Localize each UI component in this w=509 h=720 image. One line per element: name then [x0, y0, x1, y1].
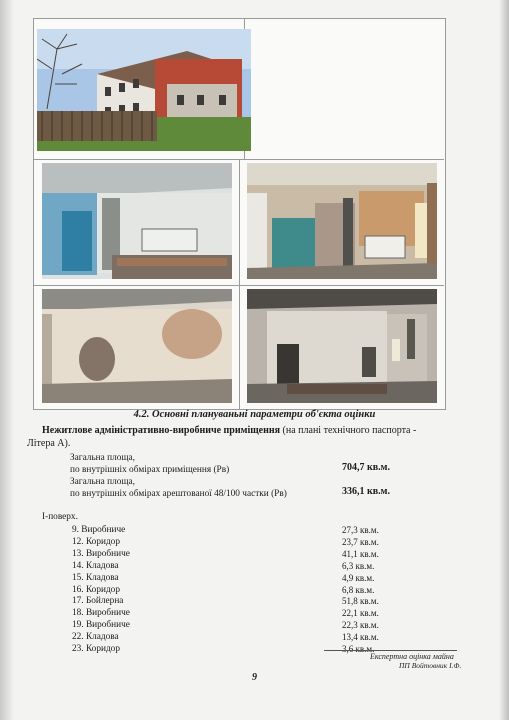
total-area-label: Загальна площа, — [70, 453, 135, 463]
room-area: 41,1 кв.м. — [342, 548, 379, 559]
photo-cell-room-3 — [34, 285, 240, 409]
room-name: 14. Кладова — [72, 560, 119, 571]
photo-cell-empty — [244, 19, 444, 160]
interior-photo-room-2 — [247, 163, 437, 279]
room-area: 3,6 кв.м. — [342, 644, 375, 654]
room-name: 13. Виробниче — [72, 548, 130, 559]
photo-cell-room-2 — [239, 159, 444, 286]
arrested-area-desc: по внутрішніх обмірах арештованої 48/100 частки (Рв) — [70, 489, 287, 499]
section-heading: 4.2. Основні плануваньні параметри об'єкта оцінки — [133, 409, 376, 420]
object-description — [27, 424, 462, 450]
scan-edge-left — [0, 0, 14, 720]
total-area-value: 704,7 кв.м. — [342, 462, 390, 473]
interior-photo-room-3 — [42, 289, 232, 403]
room-name: 19. Виробниче — [72, 620, 130, 631]
interior-photo-room-1 — [42, 163, 232, 279]
room-name: 17. Бойлерна — [72, 596, 124, 607]
room-name: 18. Виробниче — [72, 608, 130, 619]
room-area: 27,3 кв.м. — [342, 525, 379, 535]
room-area: 6,8 кв.м. — [342, 584, 375, 595]
footer-rule — [324, 650, 457, 651]
room-area: 51,8 кв.м. — [342, 596, 379, 607]
floor-label: І-поверх. — [42, 512, 78, 522]
object-name: Нежитлове адміністративно-виробниче приміщення — [42, 425, 281, 436]
room-area: 22,3 кв.м. — [342, 620, 379, 631]
room-name: 15. Кладова — [72, 572, 119, 583]
room-name: 12. Коридор — [72, 536, 120, 547]
room-area: 6,3 кв.м. — [342, 560, 375, 571]
object-suffix: (на плані технічного паспорта - — [282, 425, 417, 436]
room-area: 23,7 кв.м. — [342, 536, 379, 547]
room-name: 22. Кладова — [72, 632, 119, 643]
photo-table — [33, 18, 446, 410]
building-exterior-photo — [37, 29, 251, 151]
photo-cell-building — [34, 19, 245, 160]
footer-company-line1: Експертна оцінка майна — [370, 652, 454, 661]
scan-edge-right — [499, 0, 509, 720]
room-name: 9. Виробниче — [72, 525, 126, 535]
total-area-desc: по внутрішніх обмірах приміщення (Рв) — [70, 465, 230, 475]
room-area: 22,1 кв.м. — [342, 608, 379, 619]
room-name: 23. Коридор — [72, 644, 120, 654]
object-letter: Літера А). — [27, 438, 71, 449]
arrested-area-value: 336,1 кв.м. — [342, 486, 390, 497]
room-area: 13,4 кв.м. — [342, 632, 379, 643]
interior-photo-room-4 — [247, 289, 437, 403]
page-number: 9 — [252, 672, 257, 683]
arrested-area-label: Загальна площа, — [70, 477, 135, 487]
photo-cell-room-4 — [239, 285, 444, 409]
footer-company-line2: ПП Войтовник І.Ф. — [399, 661, 462, 670]
photo-cell-room-1 — [34, 159, 240, 286]
room-name: 16. Коридор — [72, 584, 120, 595]
room-area: 4,9 кв.м. — [342, 572, 375, 583]
